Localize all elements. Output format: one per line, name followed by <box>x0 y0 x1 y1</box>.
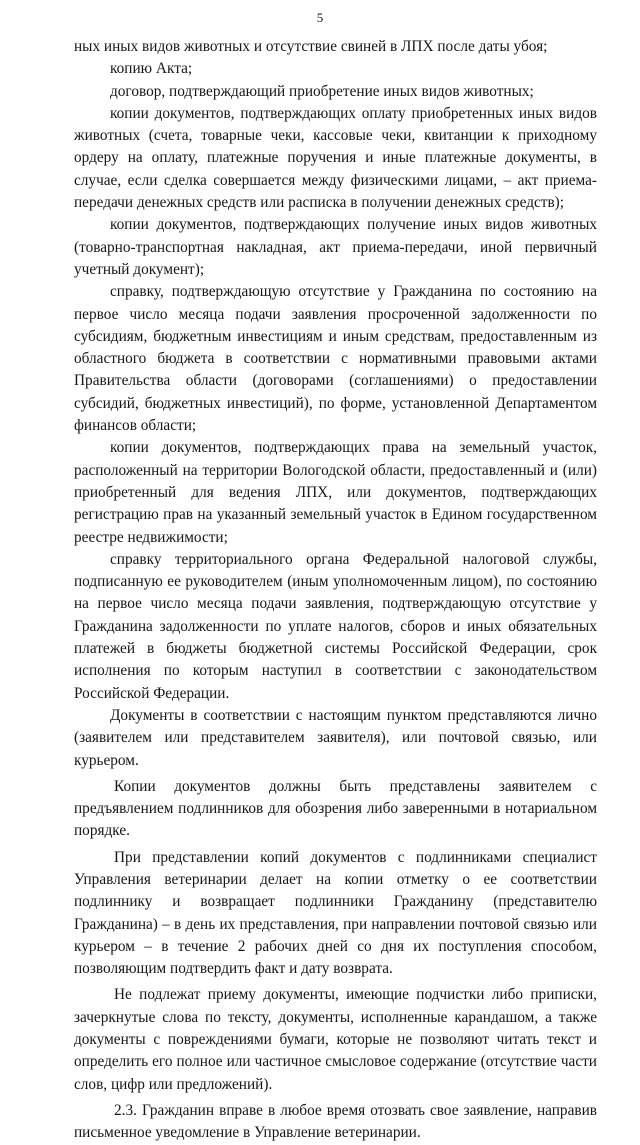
document-body <box>74 36 597 1145</box>
list-item-act-copy: копию Акта; <box>110 60 193 78</box>
paragraph-2-3-withdrawal: 2.3. Гражданин вправе в любое время отозвать свое заявление, направив письменное уведомление в Управление ветеринарии. <box>74 1101 597 1142</box>
paragraph-rejection-grounds: Не подлежат приему документы, имеющие подчистки либо приписки, зачеркнутые слова по тексту, документы, исполненные карандашом, а также документы с повреждениями бумаги, которые не позволяют читать текст и определить его полное или частичное смысловое содержание (отсутствие части слов, цифр или предложений). <box>74 986 597 1093</box>
list-item-purchase-contract: договор, подтверждающий приобретение иных видов животных; <box>110 82 534 100</box>
list-item-payment-documents: копии документов, подтверждающих оплату приобретенных иных видов животных (счета, товарные чеки, кассовые чеки, квитанции к приходному ордеру на оплату, платежные поручения и иные платежные документы, в случае, если сделка совершается между физическими лицами, – акт приема-передачи денежных средств или расписка в получении денежных средств); <box>74 104 597 212</box>
list-item-receipt-documents: копии документов, подтверждающих получение иных видов животных (товарно-транспортная накладная, акт приема-передачи, иной первичный учетный документ); <box>74 216 597 278</box>
list-item-land-rights: копии документов, подтверждающих права на земельный участок, расположенный на территории Вологодской области, предоставленный и (или) приобретенный для ведения ЛПХ, или документов, подтверждающих регистрацию прав на указанный земельный участок в Едином государственном реестре недвижимости; <box>74 439 597 546</box>
list-item-tax-certificate: справку территориального органа Федеральной налоговой службы, подписанную ее руководителем (иным уполномоченным лицом), по состоянию на первое число месяца подачи заявления, подтверждающую отсутствие у Гражданина задолженности по уплате налогов, сборов и иных обязательных платежей в бюджеты бюджетной системы Российской Федерации, срок исполнения по которым наступил в соответствии с законодательством Российской Федерации. <box>74 550 597 702</box>
paragraph-continuation: ных иных видов животных и отсутствие свиней в ЛПХ после даты убоя; <box>74 38 548 55</box>
paragraph-verification: При представлении копий документов с подлинниками специалист Управления ветеринарии делает на копии отметку о ее соответствии подлиннику и возвращает подлинники Гражданину (представителю Гражданина) – в день их представления, при направлении почтовой связью или курьером – в течение 2 рабочих дней со дня их поступления способом, позволяющим подтвердить факт и дату возврата. <box>74 848 597 978</box>
paragraph-submission-methods: Документы в соответствии с настоящим пунктом представляются лично (заявителем или представителем заявителя), или почтовой связью, или курьером. <box>74 706 597 769</box>
page-number: 5 <box>316 10 324 25</box>
paragraph-copies-originals: Копии документов должны быть представлены заявителем с предъявлением подлинников для обозрения либо заверенными в нотариальном порядке. <box>74 777 597 840</box>
list-item-no-debt-certificate: справку, подтверждающую отсутствие у Гражданина по состоянию на первое число месяца подачи заявления просроченной задолженности по субсидиям, бюджетным инвестициям и иным средствам, предоставленным из областного бюджета в соответствии с нормативными правовыми актами Правительства области (договорами (соглашениями) о предоставлении субсидий, бюджетных инвестиций), по форме, установленной Департаментом финансов области; <box>74 283 597 435</box>
